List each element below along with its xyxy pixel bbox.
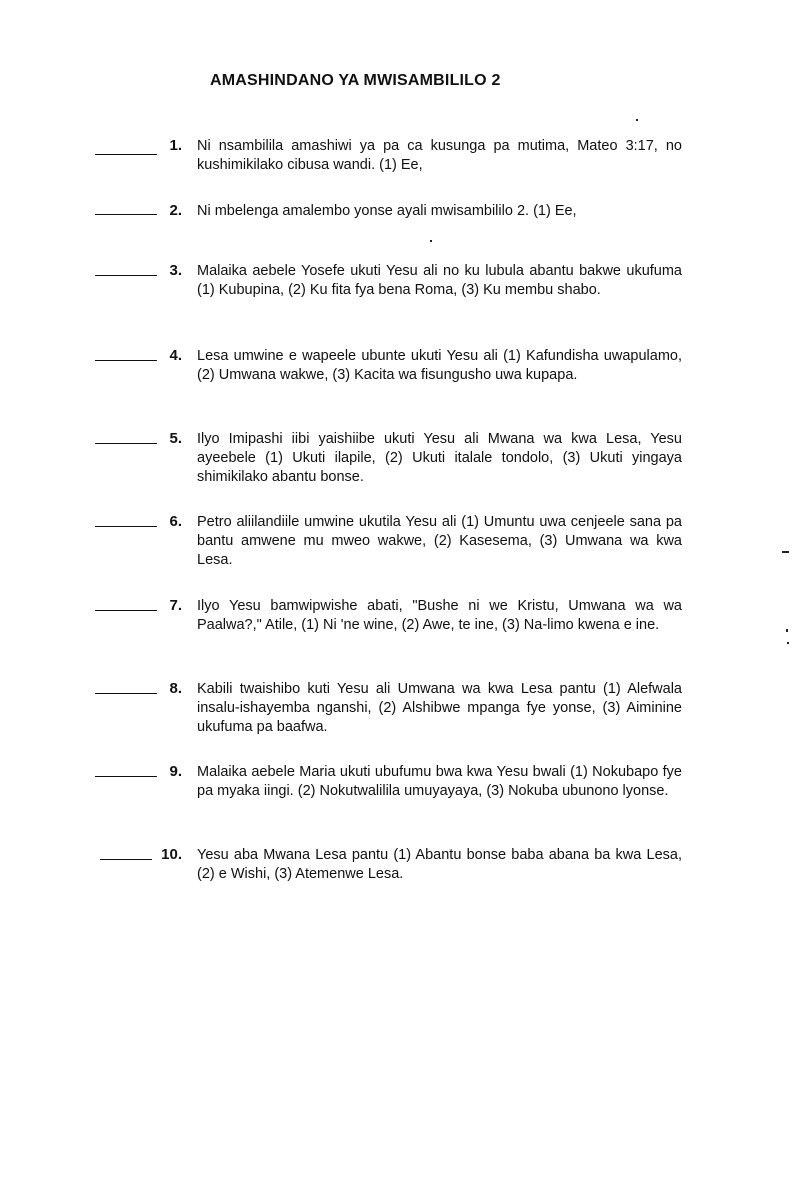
answer-blank-7[interactable]	[95, 610, 157, 611]
answer-blank-10[interactable]	[100, 859, 152, 860]
scan-speck	[782, 551, 789, 553]
page-title: AMASHINDANO YA MWISAMBILILO 2	[210, 72, 501, 89]
question-text: Ni nsambilila amashiwi ya pa ca kusunga pa mutima, Mateo 3:17, no kushimikilako cibusa wandi. (1) Ee,	[197, 138, 682, 173]
answer-blank-6[interactable]	[95, 526, 157, 527]
question-number: 4.	[169, 347, 182, 364]
question-text: Lesa umwine e wapeele ubunte ukuti Yesu ali (1) Kafundisha uwapulamo, (2) Umwana wakwe, (3) Kacita wa fisungusho uwa kupapa.	[197, 348, 682, 383]
question-number: 3.	[169, 262, 182, 279]
question-number: 2.	[169, 202, 182, 219]
answer-blank-5[interactable]	[95, 443, 157, 444]
answer-blank-4[interactable]	[95, 360, 157, 361]
question-text: Yesu aba Mwana Lesa pantu (1) Abantu bonse baba abana ba kwa Lesa, (2) e Wishi, (3) Atemenwe Lesa.	[197, 847, 682, 882]
question-text: Ilyo Yesu bamwipwishe abati, "Bushe ni we Kristu, Umwana wa wa Paalwa?," Atile, (1) Ni 'ne wine, (2) Awe, te ine, (3) Na-limo kwena e ine.	[197, 598, 682, 633]
question-text: Ilyo Imipashi iibi yaishiibe ukuti Yesu ali Mwana wa kwa Lesa, Yesu ayeebele (1) Ukuti ilapile, (2) Ukuti italale tondolo, (3) Ukuti yingaya shimikilako abantu bonse.	[197, 431, 682, 485]
question-number: 9.	[169, 763, 182, 780]
question-text: Malaika aebele Maria ukuti ubufumu bwa kwa Yesu bwali (1) Nokubapo fye pa myaka iingi. (2) Nokutwalilila umuyayaya, (3) Nokuba ubunono lyonse.	[197, 764, 682, 799]
scan-speck	[430, 240, 432, 242]
question-text: Petro aliilandiile umwine ukutila Yesu ali (1) Umuntu uwa cenjeele sana pa bantu amwene mu mweo wakwe, (2) Kasesema, (3) Umwana wa kwa Lesa.	[197, 514, 682, 568]
answer-blank-9[interactable]	[95, 776, 157, 777]
question-number: 5.	[169, 430, 182, 447]
question-text: Malaika aebele Yosefe ukuti Yesu ali no ku lubula abantu bakwe ukufuma (1) Kubupina, (2) Ku fita fya bena Roma, (3) Ku membu shabo.	[197, 263, 682, 298]
question-text: Kabili twaishibo kuti Yesu ali Umwana wa kwa Lesa pantu (1) Alefwala insalu-ishayemba nganshi, (2) Alshibwe mpanga fye yonse, (3) Aiminine ukufuma pa baafwa.	[197, 681, 682, 735]
question-text: Ni mbelenga amalembo yonse ayali mwisambililo 2. (1) Ee,	[197, 203, 577, 219]
scan-speck	[786, 629, 788, 632]
question-number: 10.	[161, 846, 182, 863]
question-number: 1.	[169, 137, 182, 154]
question-number: 8.	[169, 680, 182, 697]
answer-blank-1[interactable]	[95, 154, 157, 155]
question-number: 6.	[169, 513, 182, 530]
answer-blank-3[interactable]	[95, 275, 157, 276]
scan-speck	[636, 119, 638, 121]
answer-blank-2[interactable]	[95, 214, 157, 215]
scan-speck	[787, 642, 789, 644]
question-number: 7.	[169, 597, 182, 614]
answer-blank-8[interactable]	[95, 693, 157, 694]
